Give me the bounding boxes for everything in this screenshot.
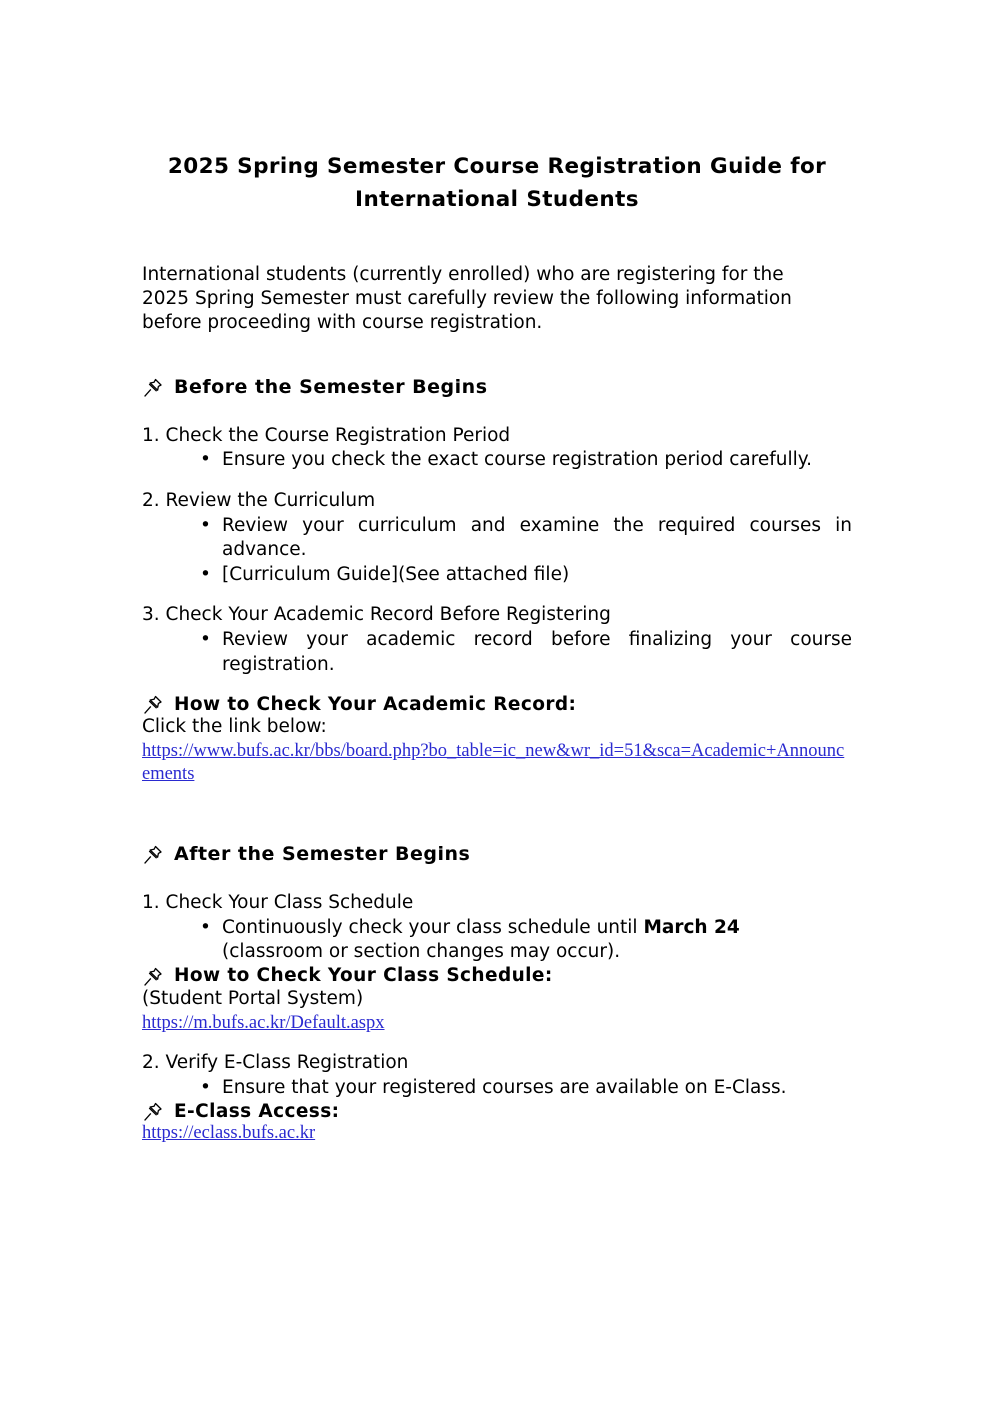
subheading-label: How to Check Your Academic Record: (174, 693, 577, 715)
pushpin-icon (142, 377, 164, 399)
pushpin-icon (142, 694, 164, 716)
title-line-2: International Students (355, 187, 639, 213)
intro-line-3: before proceeding with course registration. (142, 312, 543, 334)
pushpin-icon (142, 966, 164, 988)
bullet-text: [Curriculum Guide](See attached file) (222, 563, 570, 585)
bullet-text: • Review your curriculum and examine the required courses in advance. (222, 514, 852, 561)
section-heading-label: Before the Semester Begins (174, 375, 488, 398)
list-item-number-2: 2. Review the Curriculum (142, 490, 376, 512)
list-item (194, 628, 852, 677)
section-heading-label: After the Semester Begins (174, 843, 471, 866)
howto-instruction-text: Click the link below: (142, 716, 327, 738)
bullet-list-2 (142, 514, 852, 588)
intro-line-2: 2025 Spring Semester must carefully review the following information (142, 288, 792, 310)
bullet-text: • Review your academic record before finalizing your course registration. (222, 629, 852, 675)
bullet-text-part-1: Continuously check your class schedule until (222, 916, 644, 938)
bullet-text-bold-date: March 24 (643, 916, 740, 938)
list-item (194, 916, 852, 965)
intro-line-1: International students (currently enrolled) who are registering for the (142, 263, 784, 285)
bullet-list-eclass (142, 1076, 852, 1101)
bullet-list-3 (142, 628, 852, 677)
subheading-how-to-check-class-schedule (142, 965, 852, 987)
bullet-text-part-2: (classroom or section changes may occur). (222, 941, 621, 963)
pushpin-icon (142, 844, 164, 866)
section-heading-after-semester (142, 843, 852, 865)
list-item (194, 514, 852, 563)
list-item (194, 448, 852, 473)
academic-record-link[interactable]: https://www.bufs.ac.kr/bbs/board.php?bo_table=ic_new&wr_id=51&sca=Academic+Announcements (142, 740, 845, 785)
pushpin-icon (142, 1101, 164, 1123)
list-item-number-1-after: 1. Check Your Class Schedule (142, 892, 414, 914)
subheading-label: E-Class Access: (174, 1100, 340, 1122)
subheading-how-to-check-academic-record (142, 693, 852, 715)
student-portal-link[interactable]: https://m.bufs.ac.kr/Default.aspx (142, 1012, 385, 1033)
subheading-eclass-access (142, 1100, 852, 1122)
bullet-text: • Ensure you check the exact course registration period carefully. (222, 449, 812, 471)
bullet-list-1 (142, 448, 852, 473)
eclass-link[interactable]: https://eclass.bufs.ac.kr (142, 1123, 316, 1144)
document-content (142, 150, 852, 1146)
subheading-label: How to Check Your Class Schedule: (174, 965, 553, 987)
student-portal-text: (Student Portal System) (142, 987, 364, 1009)
bullet-text: • Ensure that your registered courses are available on E-Class. (222, 1076, 787, 1098)
section-heading-before-semester (142, 376, 852, 398)
intro-paragraph (142, 263, 852, 336)
list-item-number-1: 1. Check the Course Registration Period (142, 424, 511, 446)
list-item (194, 1076, 852, 1101)
list-item-number-2-after: 2. Verify E-Class Registration (142, 1052, 409, 1074)
bullet-list-schedule (142, 916, 852, 965)
list-item (194, 563, 852, 588)
list-item-number-3: 3. Check Your Academic Record Before Registering (142, 604, 611, 626)
page-title (142, 150, 852, 217)
title-line-1: 2025 Spring Semester Course Registration Guide for (167, 154, 827, 179)
